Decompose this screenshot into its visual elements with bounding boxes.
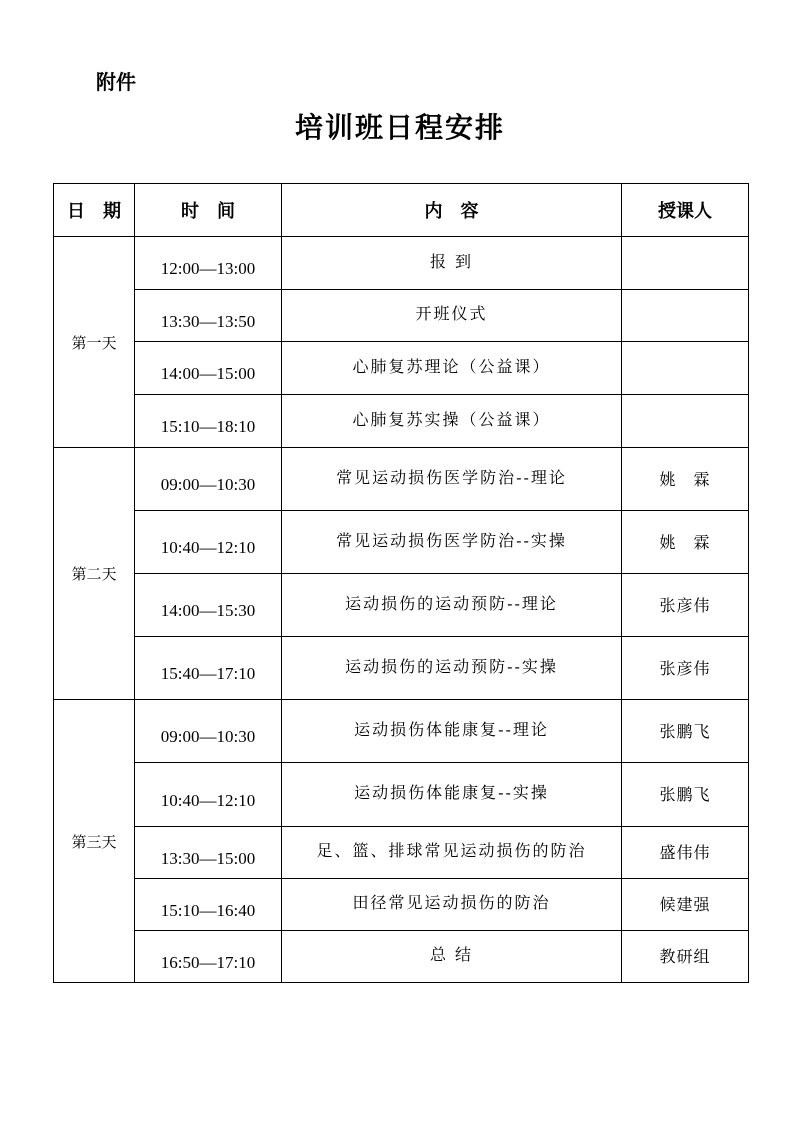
session-time	[135, 879, 282, 931]
session-content	[282, 290, 622, 342]
session-content	[282, 511, 622, 574]
session-lecturer-text: 教研组	[659, 947, 711, 966]
session-lecturer-text: 姚 霖	[659, 469, 711, 489]
session-content	[282, 700, 622, 763]
session-lecturer-text: 候建强	[659, 895, 711, 914]
session-time-text: 15:40—17:10	[160, 664, 256, 683]
session-time	[135, 395, 282, 448]
session-time-text: 16:50—17:10	[160, 952, 256, 972]
session-lecturer	[622, 290, 749, 342]
session-time-text: 10:40—12:10	[160, 538, 256, 557]
session-time	[135, 763, 282, 827]
table-row	[54, 763, 749, 827]
session-lecturer-text: 张鹏飞	[659, 785, 711, 804]
header-time: 时 间	[135, 184, 282, 237]
session-content-text: 开班仪式	[415, 304, 488, 323]
session-time	[135, 637, 282, 700]
session-lecturer	[622, 700, 749, 763]
session-content-text: 报 到	[429, 251, 474, 271]
session-time-text: 15:10—18:10	[160, 417, 256, 436]
session-content-text: 总 结	[429, 945, 474, 964]
session-time	[135, 700, 282, 763]
session-lecturer	[622, 637, 749, 700]
session-content-text: 田径常见运动损伤的防治	[352, 893, 551, 912]
session-content	[282, 448, 622, 511]
header-lecturer: 授课人	[622, 184, 749, 237]
session-lecturer	[622, 879, 749, 931]
header-date: 日 期	[54, 184, 135, 237]
session-content	[282, 879, 622, 931]
session-time	[135, 511, 282, 574]
session-content-text: 心肺复苏实操（公益课）	[352, 409, 551, 429]
table-row	[54, 700, 749, 763]
table-row	[54, 342, 749, 395]
session-time-text: 15:10—16:40	[160, 900, 256, 920]
day-label: 第三天	[54, 700, 135, 983]
session-content	[282, 827, 622, 879]
session-time	[135, 574, 282, 637]
session-time-text: 14:00—15:30	[160, 601, 256, 620]
day-label: 第一天	[54, 237, 135, 448]
session-lecturer-text: 张鹏飞	[659, 721, 711, 741]
table-row	[54, 448, 749, 511]
session-lecturer-text: 张彦伟	[659, 658, 711, 678]
table-row	[54, 395, 749, 448]
session-time	[135, 290, 282, 342]
session-time	[135, 448, 282, 511]
session-lecturer-text: 张彦伟	[659, 595, 711, 615]
session-time-text: 14:00—15:00	[160, 364, 256, 383]
session-content	[282, 237, 622, 290]
session-lecturer-text: 盛伟伟	[659, 843, 711, 862]
session-time	[135, 827, 282, 879]
table-row	[54, 827, 749, 879]
session-lecturer	[622, 448, 749, 511]
session-content-text: 常见运动损伤医学防治--理论	[336, 467, 567, 487]
session-time-text: 10:40—12:10	[160, 790, 256, 810]
session-content-text: 常见运动损伤医学防治--实操	[336, 530, 567, 550]
session-lecturer	[622, 511, 749, 574]
session-content-text: 运动损伤体能康复--实操	[354, 783, 549, 802]
session-lecturer	[622, 237, 749, 290]
session-content-text: 运动损伤的运动预防--实操	[345, 656, 558, 676]
page-title: 培训班日程安排	[294, 111, 505, 144]
session-time-text: 13:30—13:50	[160, 311, 256, 331]
session-lecturer	[622, 827, 749, 879]
table-row	[54, 574, 749, 637]
table-row	[54, 931, 749, 983]
session-content	[282, 574, 622, 637]
session-content-text: 足、篮、排球常见运动损伤的防治	[316, 841, 587, 860]
table-row	[54, 237, 749, 290]
table-row	[54, 290, 749, 342]
session-time-text: 09:00—10:30	[160, 727, 256, 746]
day-label: 第二天	[54, 448, 135, 700]
session-time-text: 13:30—15:00	[160, 848, 256, 868]
session-content	[282, 637, 622, 700]
table-header-row	[54, 184, 749, 237]
attachment-label: 附件	[96, 70, 136, 94]
session-time-text: 09:00—10:30	[160, 475, 256, 494]
session-lecturer-text: 姚 霖	[659, 532, 711, 552]
table-row	[54, 879, 749, 931]
session-lecturer	[622, 931, 749, 983]
table-row	[54, 511, 749, 574]
session-content-text: 运动损伤的运动预防--理论	[345, 593, 558, 613]
session-time	[135, 342, 282, 395]
session-lecturer	[622, 395, 749, 448]
header-content: 内 容	[282, 184, 622, 237]
session-time	[135, 237, 282, 290]
session-content	[282, 763, 622, 827]
session-time	[135, 931, 282, 983]
session-lecturer	[622, 763, 749, 827]
session-content-text: 心肺复苏理论（公益课）	[352, 356, 551, 376]
schedule-table	[53, 183, 749, 983]
session-time-text: 12:00—13:00	[160, 259, 256, 278]
session-lecturer	[622, 342, 749, 395]
session-content	[282, 342, 622, 395]
session-content	[282, 395, 622, 448]
session-lecturer	[622, 574, 749, 637]
table-row	[54, 637, 749, 700]
session-content-text: 运动损伤体能康复--理论	[354, 719, 549, 739]
session-content	[282, 931, 622, 983]
